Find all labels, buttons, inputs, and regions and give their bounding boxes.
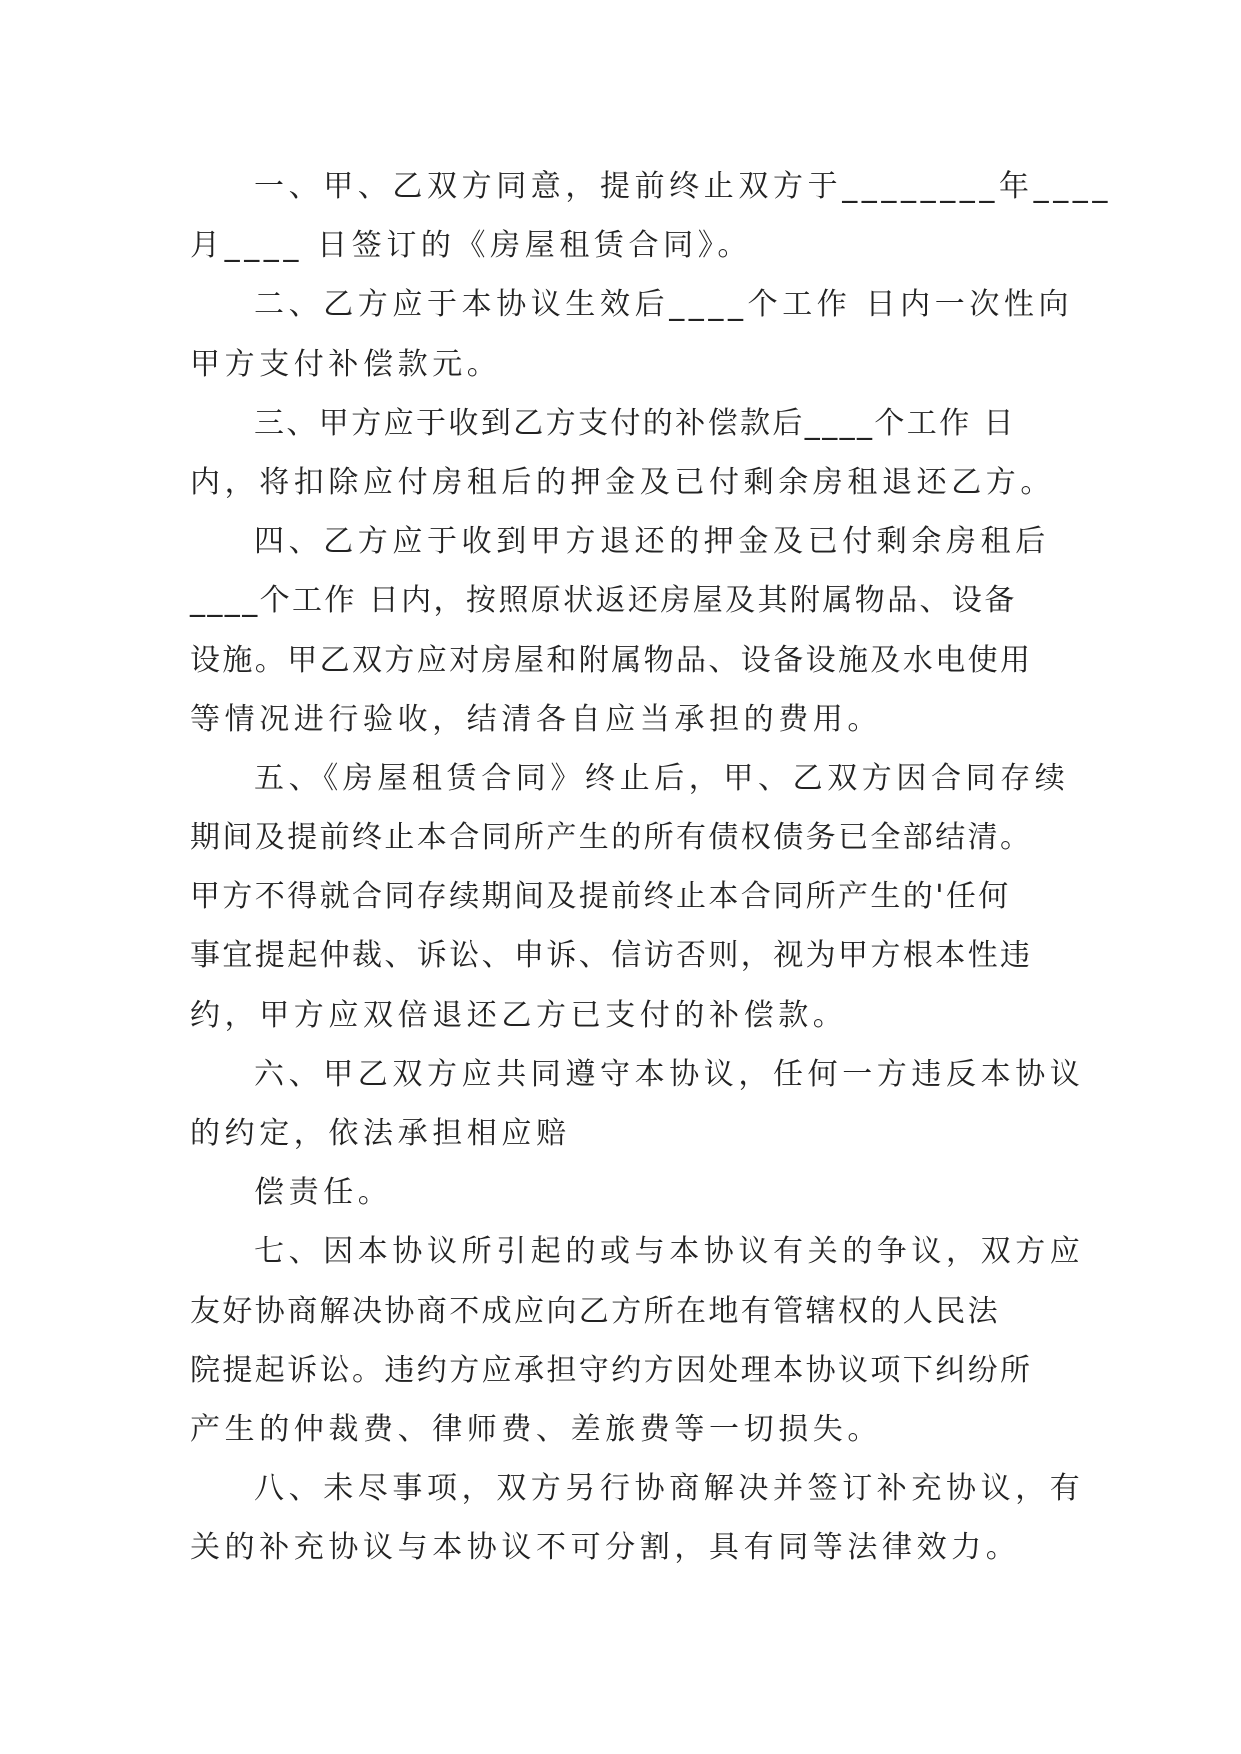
text-line: 六、甲乙双方应共同遵守本协议，任何一方违反本协议 <box>254 1056 1085 1092</box>
text-line: 七、因本协议所引起的或与本协议有关的争议，双方应 <box>254 1234 1085 1270</box>
text-line: 期间及提前终止本合同所产生的所有债权债务已全部结清。 <box>190 820 1033 856</box>
text-line: 院提起诉讼。违约方应承担守约方因处理本协议项下纠纷所 <box>190 1352 1033 1388</box>
text-line: 约，甲方应双倍退还乙方已支付的补偿款。 <box>190 997 848 1033</box>
text-line: 八、未尽事项，双方另行协商解决并签订补充协议，有 <box>254 1471 1085 1507</box>
text-line: 甲方支付补偿款元。 <box>190 346 502 382</box>
text-line: 等情况进行验收，结清各自应当承担的费用。 <box>190 701 882 737</box>
text-line: 月____ 日签订的《房屋租赁合同》。 <box>190 228 752 264</box>
agreement-body <box>190 157 1112 1578</box>
text-line: 三、甲方应于收到乙方支付的补偿款后____个工作 日 <box>254 405 1016 441</box>
text-line: 设施。甲乙双方应对房屋和附属物品、设备设施及水电使用 <box>190 642 1033 678</box>
text-line: 五、《房屋租赁合同》终止后，甲、乙双方因合同存续 <box>254 760 1070 796</box>
text-line: 四、乙方应于收到甲方退还的押金及已付剩余房租后 <box>254 524 1050 560</box>
text-line: 的约定，依法承担相应赔 <box>190 1116 571 1151</box>
text-line: 内，将扣除应付房租后的押金及已付剩余房租退还乙方。 <box>190 464 1055 500</box>
text-line: 二、乙方应于本协议生效后____个工作 日内一次性向 <box>254 287 1074 323</box>
text-line: 关的补充协议与本协议不可分割，具有同等法律效力。 <box>190 1530 1021 1566</box>
text-line: 产生的仲裁费、律师费、差旅费等一切损失。 <box>190 1411 882 1447</box>
text-line: 偿责任。 <box>254 1175 393 1211</box>
text-line: 甲方不得就合同存续期间及提前终止本合同所产生的'任何 <box>190 879 1011 915</box>
text-line: 友好协商解决协商不成应向乙方所在地有管辖权的人民法 <box>190 1293 1000 1329</box>
text-line: 事宜提起仲裁、诉讼、申诉、信访否则，视为甲方根本性违 <box>190 938 1033 974</box>
text-line: 一、甲、乙双方同意，提前终止双方于________年____ <box>254 169 1112 204</box>
text-line: ____个工作 日内，按照原状返还房屋及其附属物品、设备 <box>190 583 1017 619</box>
